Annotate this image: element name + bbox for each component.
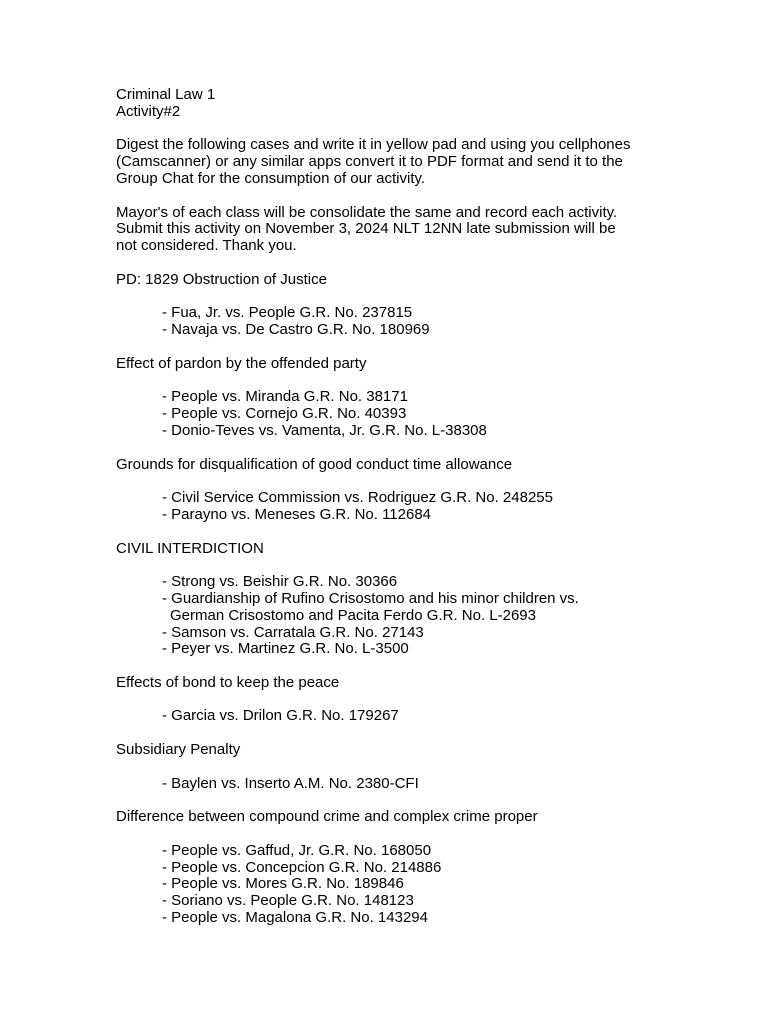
section-title: PD: 1829 Obstruction of Justice [116,270,327,288]
spacer [116,121,656,138]
submission-paragraph [116,205,656,255]
case-item-continuation: German Crisostomo and Pacita Ferdo G.R. No. L-2693 [170,606,536,624]
spacer [116,792,656,809]
section-subsidiary-penalty [116,742,656,792]
case-item: - People vs. Mores G.R. No. 189846 [162,875,404,893]
case-item: - People vs. Magalona G.R. No. 143294 [162,909,428,927]
instructions-line: Group Chat for the consumption of our activity. [116,169,426,187]
case-item: - Fua, Jr. vs. People G.R. No. 237815 [162,304,413,322]
spacer [116,826,656,843]
spacer [116,658,656,675]
case-item: - People vs. Cornejo G.R. No. 40393 [162,405,407,423]
spacer [116,255,656,272]
case-item: - People vs. Concepcion G.R. No. 214886 [162,858,442,876]
section-compound-vs-complex-crime [116,809,656,927]
section-title: Difference between compound crime and complex crime proper [116,808,538,826]
instructions-line: Digest the following cases and write it in yellow pad and using you cellphones [116,136,631,154]
spacer [116,557,656,574]
section-good-conduct-time-allowance [116,457,656,524]
section-effect-of-pardon [116,356,656,440]
spacer [116,759,656,776]
spacer [116,289,656,306]
case-item: - Soriano vs. People G.R. No. 148123 [162,892,414,910]
case-item: - Baylen vs. Inserto A.M. No. 2380-CFI [162,774,419,792]
spacer [116,440,656,457]
spacer [116,339,656,356]
section-title: CIVIL INTERDICTION [116,539,264,557]
instructions-paragraph [116,137,656,187]
case-item: - Strong vs. Beishir G.R. No. 30366 [162,573,398,591]
section-obstruction-of-justice [116,272,656,339]
spacer [116,473,656,490]
section-title: Grounds for disqualification of good conduct time allowance [116,455,513,473]
section-civil-interdiction [116,541,656,659]
spacer [116,692,656,709]
activity-title: Activity#2 [116,102,181,120]
section-title: Effects of bond to keep the peace [116,673,340,691]
submission-line: Mayor's of each class will be consolidate the same and record each activity. [116,203,618,221]
case-item: - Parayno vs. Meneses G.R. No. 112684 [162,505,432,523]
case-item: - Garcia vs. Drilon G.R. No. 179267 [162,707,399,725]
section-title: Subsidiary Penalty [116,741,241,759]
spacer [116,373,656,390]
spacer [116,524,656,541]
instructions-line: (Camscanner) or any similar apps convert it to PDF format and send it to the [116,153,623,171]
section-bond-to-keep-peace [116,675,656,725]
case-item: - People vs. Gaffud, Jr. G.R. No. 168050 [162,841,432,859]
case-item: - Civil Service Commission vs. Rodriguez G.R. No. 248255 [162,489,553,507]
submission-line: Submit this activity on November 3, 2024 NLT 12NN late submission will be [116,220,616,238]
case-item: - People vs. Miranda G.R. No. 38171 [162,388,408,406]
case-item: - Navaja vs. De Castro G.R. No. 180969 [162,321,430,339]
spacer [116,188,656,205]
document-page [116,87,656,927]
case-item: - Guardianship of Rufino Crisostomo and his minor children vs. [162,589,579,607]
submission-line: not considered. Thank you. [116,237,297,255]
spacer [116,725,656,742]
section-title: Effect of pardon by the offended party [116,354,367,372]
course-title: Criminal Law 1 [116,86,216,103]
case-item: - Peyer vs. Martinez G.R. No. L-3500 [162,640,409,658]
case-item: - Donio-Teves vs. Vamenta, Jr. G.R. No. L-38308 [162,421,487,439]
case-item: - Samson vs. Carratala G.R. No. 27143 [162,623,424,641]
